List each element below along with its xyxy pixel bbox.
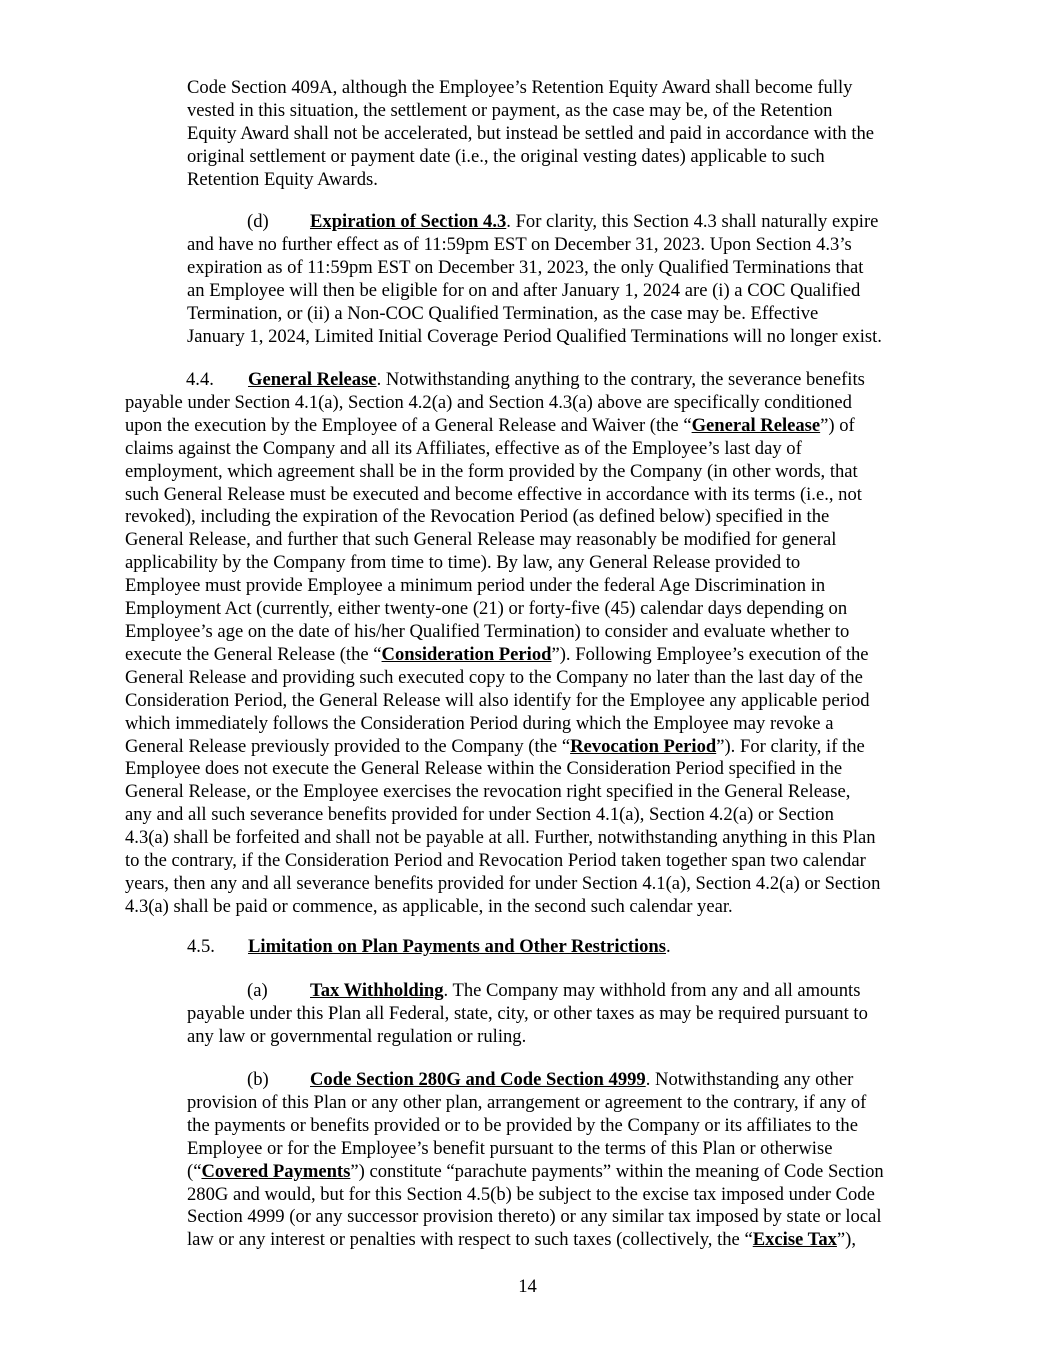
text-line: 4.4. General Release. Notwithstanding anything to the contrary, the severance benefits: [186, 369, 865, 390]
text-line: Equity Award shall not be accelerated, but instead be settled and paid in accordance with the: [187, 122, 875, 144]
section-4-4: [125, 369, 880, 919]
page-number: 14: [518, 1276, 537, 1297]
subsection-b: [187, 1069, 884, 1252]
subsection-heading: Code Section 280G and Code Section 4999: [310, 1069, 646, 1090]
text-line: 280G and would, but for this Section 4.5(b) be subject to the excise tax imposed under Code: [187, 1183, 875, 1205]
text-line: Section 4999 (or any successor provision thereto) or any similar tax imposed by state or local: [187, 1206, 882, 1228]
text-line: January 1, 2024, Limited Initial Coverage Period Qualified Terminations will no longer exist.: [187, 325, 882, 347]
text-line: any and all such severance benefits provided for under Section 4.1(a), Section 4.2(a) or Section: [125, 804, 834, 826]
subsection-heading: Expiration of Section 4.3: [310, 211, 507, 232]
text-line: claims against the Company and all its Affiliates, effective as of the Employee’s last day of: [125, 437, 802, 459]
section-heading: Limitation on Plan Payments and Other Restrictions: [248, 936, 667, 957]
text-line: payable under this Plan all Federal, state, city, or other taxes as may be required pursuant to: [187, 1002, 868, 1024]
text-line: Consideration Period, the General Release will also identify for the Employee any applicable period: [125, 689, 870, 711]
text-line: Employee does not execute the General Release within the Consideration Period specified in the: [125, 758, 843, 780]
text-line: payable under Section 4.1(a), Section 4.2(a) and Section 4.3(a) above are specifically conditioned: [125, 391, 852, 413]
text-line: Employee or for the Employee’s benefit pursuant to the terms of this Plan or otherwise: [187, 1137, 833, 1159]
section-4-5: [187, 936, 671, 959]
defined-term: Consideration Period: [381, 643, 552, 665]
text-line: (b) Code Section 280G and Code Section 4999. Notwithstanding any other: [247, 1069, 854, 1090]
text-line: original settlement or payment date (i.e., the original vesting dates) applicable to such: [187, 145, 825, 167]
text-line: years, then any and all severance benefits provided for under Section 4.1(a), Section 4.2(a) or Section: [125, 872, 881, 894]
text-line: General Release and providing such executed copy to the Company no later than the last day of the: [125, 666, 863, 688]
text-line: applicability by the Company from time to time). By law, any General Release provided to: [125, 552, 801, 574]
text-line: 4.5. Limitation on Plan Payments and Other Restrictions.: [187, 936, 671, 957]
text-line: Termination, or (ii) a Non-COC Qualified Termination, as the case may be. Effective: [187, 302, 819, 324]
text-line: 4.3(a) shall be forfeited and shall not be payable at all. Further, notwithstanding anything in this Plan: [125, 827, 876, 849]
defined-term: Excise Tax: [752, 1229, 837, 1251]
text-line: 4.3(a) shall be paid or commence, as applicable, in the second such calendar year.: [125, 895, 733, 917]
text-line: law or any interest or penalties with respect to such taxes (collectively, the “Excise Tax”),: [187, 1229, 857, 1251]
text-line: employment, which agreement shall be in the form provided by the Company (in other words, that: [125, 460, 858, 482]
section-number: 4.5.: [187, 936, 215, 957]
text-line: such General Release must be executed and become effective in accordance with its terms (i.e., not: [125, 483, 862, 505]
text-line: revoked), including the expiration of the Revocation Period (as defined below) specified in the: [125, 506, 830, 528]
defined-term: Covered Payments: [201, 1160, 351, 1182]
text-line: (d) Expiration of Section 4.3. For clarity, this Section 4.3 shall naturally expire: [247, 211, 879, 232]
text-line: execute the General Release (the “Consideration Period”). Following Employee’s execution of the: [125, 643, 869, 665]
text-line: General Release, and further that such General Release may reasonably be modified for general: [125, 529, 837, 551]
text-line: General Release previously provided to the Company (the “Revocation Period”). For clarity, if the: [125, 735, 865, 757]
text-line: Retention Equity Awards.: [187, 168, 378, 190]
text-line: any law or governmental regulation or ruling.: [187, 1025, 527, 1047]
text-line: provision of this Plan or any other plan, arrangement or agreement to the contrary, if any of: [187, 1091, 867, 1113]
subsection-label: (b): [247, 1069, 269, 1090]
defined-term: General Release: [691, 414, 821, 436]
text-line: (“Covered Payments”) constitute “parachute payments” within the meaning of Code Section: [187, 1160, 884, 1182]
text-line: Employee must provide Employee a minimum period under the federal Age Discrimination in: [125, 575, 826, 597]
paragraph-continuation: [187, 77, 874, 192]
text-line: and have no further effect as of 11:59pm EST on December 31, 2023. Upon Section 4.3’s: [187, 233, 852, 255]
text-line: an Employee will then be eligible for on and after January 1, 2024 are (i) a COC Qualified: [187, 279, 861, 301]
text-line: expiration as of 11:59pm EST on December 31, 2023, the only Qualified Terminations that: [187, 256, 864, 278]
section-number: 4.4.: [186, 369, 214, 390]
defined-term: Revocation Period: [570, 735, 717, 757]
subsection-label: (a): [247, 980, 268, 1001]
section-heading: General Release: [248, 369, 377, 390]
text-line: General Release, or the Employee exercises the revocation right specified in the General Release,: [125, 781, 851, 803]
subsection-label: (d): [247, 211, 269, 232]
text-line: (a) Tax Withholding. The Company may withhold from any and all amounts: [247, 980, 861, 1001]
text-line: Employee’s age on the date of his/her Qualified Termination) to consider and evaluate whether to: [125, 620, 850, 642]
subsection-d: [187, 211, 882, 348]
text-line: which immediately follows the Consideration Period during which the Employee may revoke a: [125, 712, 834, 734]
text-line: Code Section 409A, although the Employee’s Retention Equity Award shall become fully: [187, 77, 853, 98]
subsection-a: [187, 980, 868, 1049]
text-line: vested in this situation, the settlement or payment, as the case may be, of the Retention: [187, 99, 833, 121]
subsection-heading: Tax Withholding: [310, 980, 444, 1001]
text-line: upon the execution by the Employee of a General Release and Waiver (the “General Release”) of: [125, 414, 855, 436]
text-line: Employment Act (currently, either twenty-one (21) or forty-five (45) calendar days depending on: [125, 598, 848, 620]
text-line: the payments or benefits provided or to be provided by the Company or its affiliates to the: [187, 1114, 858, 1136]
text-line: to the contrary, if the Consideration Period and Revocation Period taken together span two calendar: [125, 850, 866, 872]
